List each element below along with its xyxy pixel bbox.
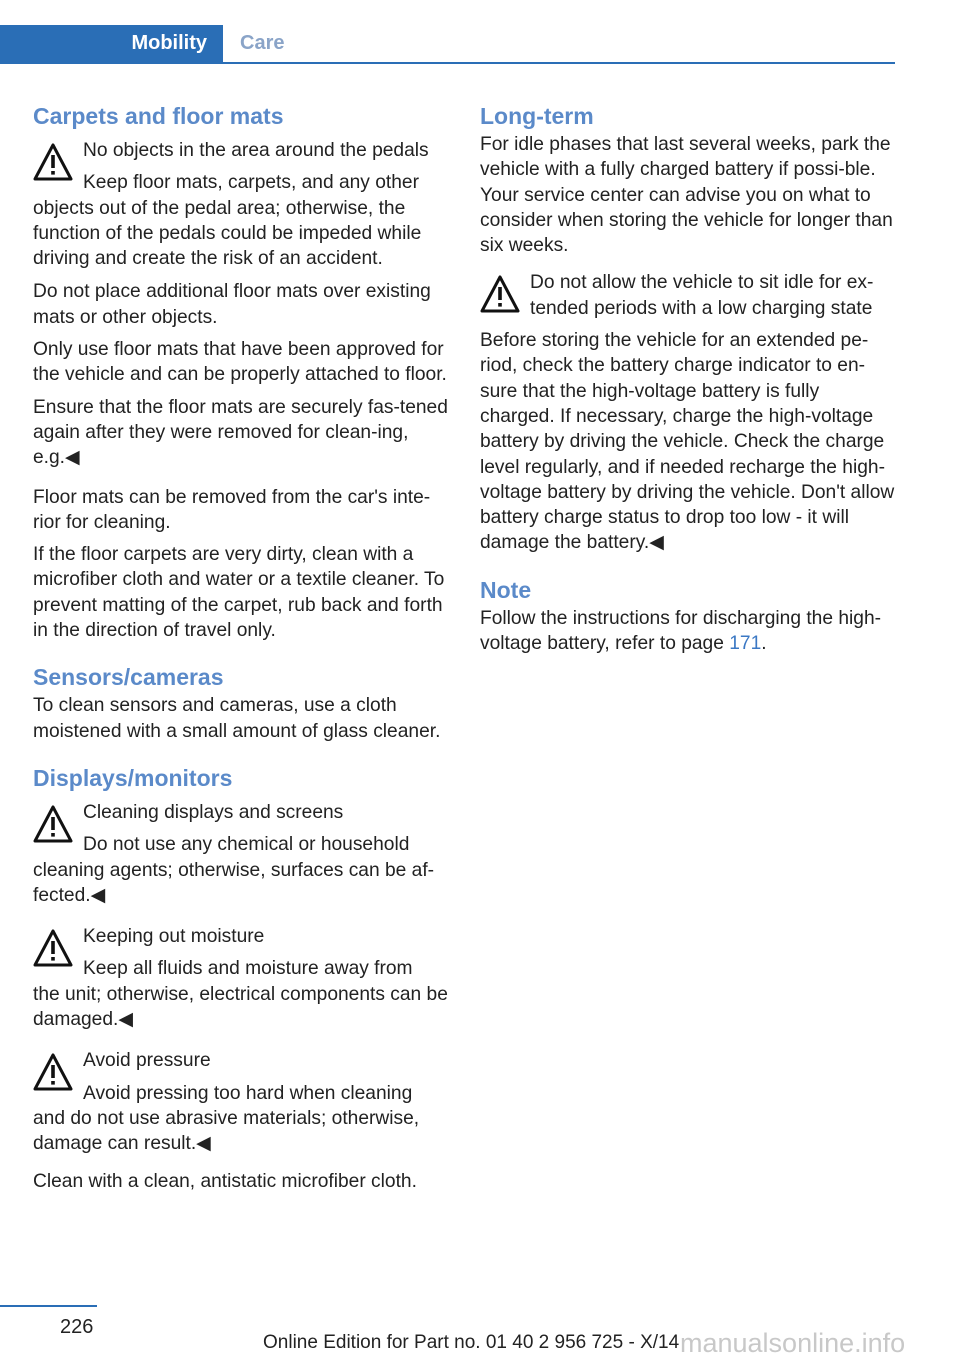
warning-title: Cleaning displays and screens bbox=[83, 801, 344, 823]
warning-title: Do not allow the vehicle to sit idle for ex‐tended periods with a low charging state bbox=[530, 272, 874, 319]
warning-text-cont: the unit; otherwise, electrical components can be damaged.◀ bbox=[33, 983, 448, 1031]
heading-longterm: Long-term bbox=[480, 103, 594, 129]
page-link[interactable]: 171 bbox=[729, 633, 762, 655]
paragraph: Only use floor mats that have been approved for the vehicle and can be properly attached to floor. bbox=[33, 339, 447, 386]
warning-title: No objects in the area around the pedals bbox=[83, 140, 429, 161]
paragraph: To clean sensors and cameras, use a cloth moistened with a small amount of glass cleaner. bbox=[33, 695, 441, 742]
paragraph: For idle phases that last several weeks, park the vehicle with a fully charged battery if possi‐ble. Your service center can advise you on what to consider when storing the vehicle for longer than six weeks. bbox=[480, 134, 893, 257]
page-number: 226 bbox=[60, 1316, 94, 1338]
warning-text: Keep floor mats, carpets, and any other bbox=[83, 172, 419, 194]
warning-text-cont: cleaning agents; otherwise, surfaces can be af‐fected.◀ bbox=[33, 859, 435, 906]
warning-idle bbox=[480, 270, 895, 555]
paragraph: Do not place additional floor mats over existing mats or other objects. bbox=[33, 281, 431, 328]
warning-pressure bbox=[33, 1048, 448, 1156]
tab-bar bbox=[0, 25, 895, 64]
warning-icon bbox=[33, 804, 73, 844]
tab-care[interactable]: Care bbox=[240, 32, 285, 54]
left-column bbox=[33, 100, 448, 1201]
warning-icon bbox=[33, 928, 73, 968]
footer-divider bbox=[0, 1305, 97, 1307]
paragraph: Ensure that the floor mats are securely fas‐tened again after they were removed for clean‐ing, e.g.◀ bbox=[33, 396, 448, 469]
warning-cleaning bbox=[33, 800, 448, 908]
tab-mobility[interactable]: Mobility bbox=[0, 25, 223, 62]
warning-title: Avoid pressure bbox=[83, 1050, 211, 1072]
paragraph: Clean with a clean, antistatic microfiber cloth. bbox=[33, 1170, 417, 1192]
heading-sensors: Sensors/cameras bbox=[33, 664, 224, 691]
edition-note: Online Edition for Part no. 01 40 2 956 725 - X/14 bbox=[263, 1332, 680, 1353]
warning-text-cont: and do not use abrasive materials; otherwise, damage can result.◀ bbox=[33, 1107, 420, 1155]
note-text-before: Follow the instructions for discharging the high-voltage battery, refer to page bbox=[480, 607, 882, 655]
warning-text: Do not use any chemical or household bbox=[83, 834, 410, 856]
warning-text-cont: objects out of the pedal area; otherwise, the function of the pedals could be impeded while driving and create the risk of an accident. bbox=[33, 197, 422, 270]
heading-displays: Displays/monitors bbox=[33, 764, 233, 791]
heading-note: Note bbox=[480, 576, 532, 603]
heading-carpets: Carpets and floor mats bbox=[33, 103, 284, 129]
warning-icon bbox=[33, 142, 73, 182]
warning-moisture bbox=[33, 924, 448, 1032]
watermark: manualsonline.info bbox=[680, 1328, 906, 1358]
note-text-after: . bbox=[761, 633, 767, 655]
warning-text: Keep all fluids and moisture away from bbox=[83, 958, 413, 980]
note-text bbox=[480, 606, 895, 657]
paragraph: Floor mats can be removed from the car's inte‐rior for cleaning. bbox=[33, 486, 431, 533]
warning-text: Avoid pressing too hard when cleaning bbox=[83, 1082, 413, 1104]
warning-pedals bbox=[33, 138, 448, 271]
warning-icon bbox=[33, 1052, 73, 1092]
warning-text-cont: Before storing the vehicle for an extended pe‐riod, check the battery charge indicator to en‐sure that the high-voltage battery is fully charged. If necessary, charge the high-voltage battery by driving the vehicle. Check the charge level regularly, and if needed recharge the high-voltage battery by driving the vehicle. Don't allow battery charge status to drop too low - it will damage the battery.◀ bbox=[480, 330, 895, 554]
warning-title: Keeping out moisture bbox=[83, 926, 265, 948]
right-column bbox=[480, 100, 895, 663]
warning-icon bbox=[480, 274, 520, 314]
paragraph: If the floor carpets are very dirty, clean with a microfiber cloth and water or a textile cleaner. To prevent matting of the carpet, rub back and forth in the direction of travel only. bbox=[33, 544, 445, 642]
